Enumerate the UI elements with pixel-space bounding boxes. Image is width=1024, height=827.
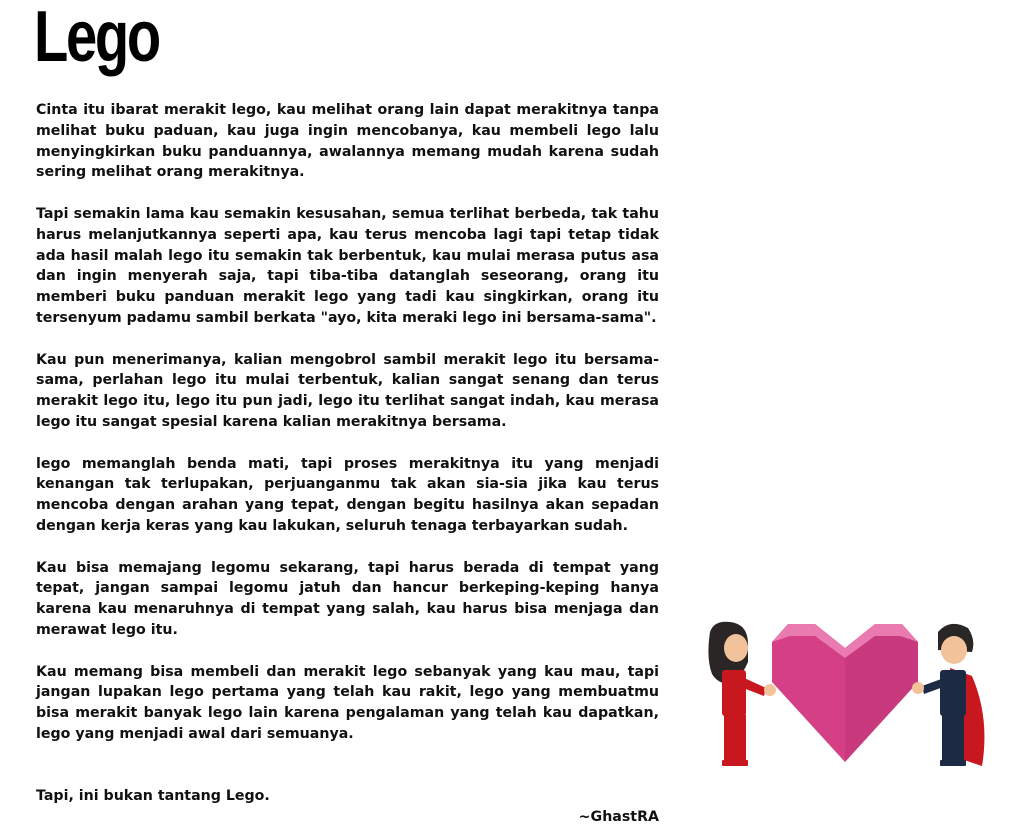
right-figure-feet [940,760,966,766]
paragraph-5: Kau bisa memajang legomu sekarang, tapi harus berada di tempat yang tepat, jangan sampai legomu jatuh dan hancur berkeping-keping hanya karena kau menaruhnya di tempat yang salah, kau harus bisa menjaga dan merawat lego itu. [36,558,659,641]
right-figure-legs [942,714,964,766]
paragraph-2: Tapi semakin lama kau semakin kesusahan, semua terlihat berbeda, tak tahu harus melanjutkannya seperti apa, kau terus mencoba lagi tapi tetap tidak ada hasil malah lego itu semakin tak berbentuk, kau mulai merasa putus asa dan ingin menyerah saja, tapi tiba-tiba datanglah seseorang, orang itu memberi buku panduan merakit lego yang tadi kau singkirkan, orang itu tersenyum padamu sambil berkata "ayo, kita meraki lego ini bersama-sama". [36,204,659,329]
left-figure-legs [724,714,746,766]
paragraph-4: lego memanglah benda mati, tapi proses merakitnya itu yang menjadi kenangan tak terlupakan, perjuanganmu tak akan sia-sia jika kau terus mencoba dengan arahan yang tepat, dengan begitu hasilnya akan sepadan dengan kerja keras yang kau lakukan, seluruh tenaga terbayarkan sudah. [36,454,659,537]
lego-figure-left [708,622,776,766]
left-figure-face [724,634,748,662]
left-figure-hand [764,684,776,696]
left-figure-feet [722,760,748,766]
lego-couple-heart-illustration [700,618,990,772]
paragraph-3: Kau pun menerimanya, kalian mengobrol sambil merakit lego itu bersama-sama, perlahan lego itu mulai terbentuk, kalian sangat senang dan terus merakit lego itu, lego itu pun jadi, lego itu terlihat sangat indah, kau merasa lego itu sangat spesial karena kalian merakitnya bersama. [36,350,659,433]
right-figure-hand [912,682,924,694]
paragraph-6: Kau memang bisa membeli dan merakit lego sebanyak yang kau mau, tapi jangan lupakan lego pertama yang telah kau rakit, lego yang membuatmu bisa merakit banyak lego lain karena pengalaman yang telah kau dapatkan, lego yang menjadi awal dari semuanya. [36,662,659,745]
lego-figure-right [912,624,984,766]
lego-heart [772,624,918,762]
right-figure-torso [940,670,966,716]
right-figure-face [941,636,967,664]
heart-side-face [845,636,918,762]
paragraph-1: Cinta itu ibarat merakit lego, kau melihat orang lain dapat merakitnya tanpa melihat buku paduan, kau juga ingin mencobanya, kau membeli lego lalu menyingkirkan buku panduannya, awalannya memang mudah karena sudah sering melihat orang merakitnya. [36,100,659,183]
closing-line: Tapi, ini bukan tantang Lego. [36,786,659,807]
article-body [36,100,659,827]
page-title: Lego [34,0,159,78]
author-signature: ~GhastRA [36,807,659,827]
left-figure-torso [722,670,746,716]
